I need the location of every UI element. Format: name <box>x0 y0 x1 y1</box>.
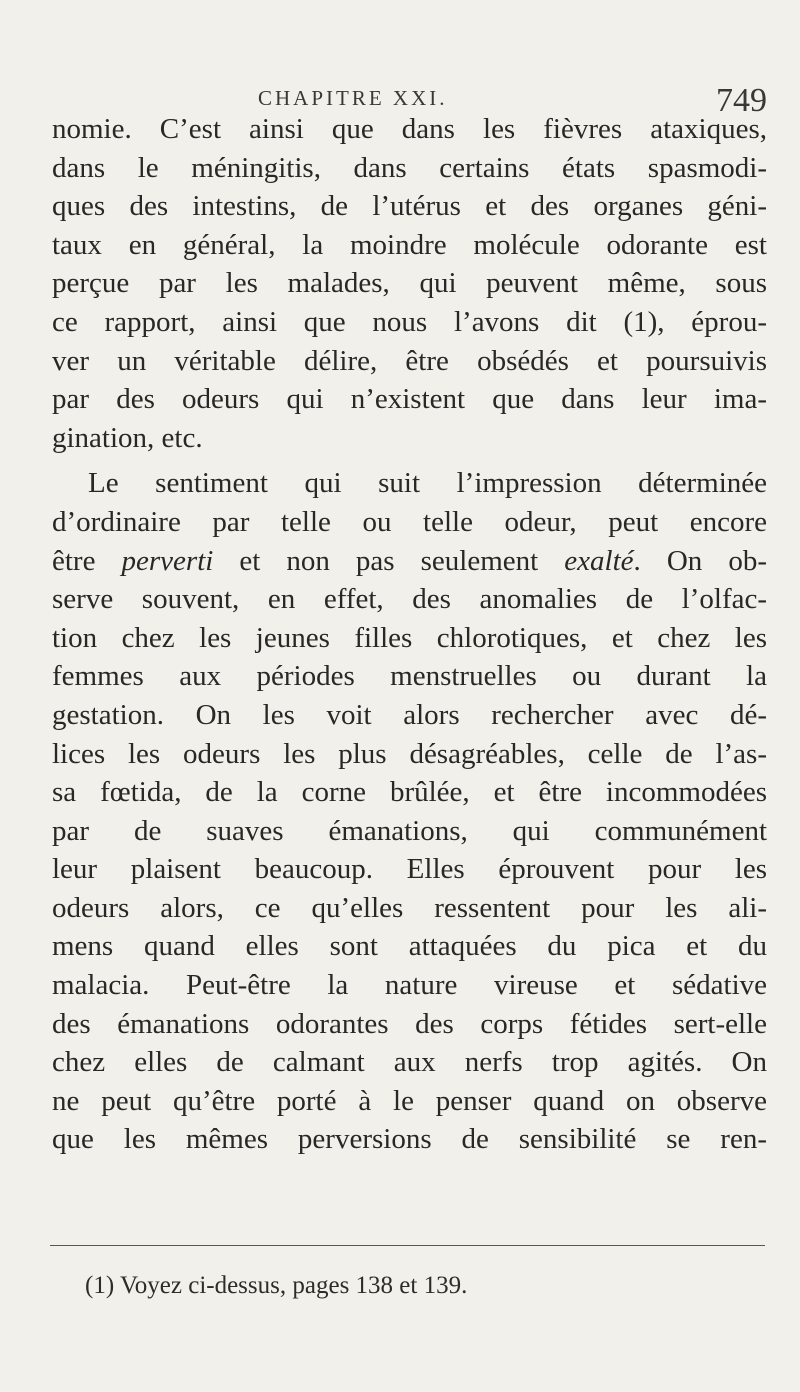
footnote-divider <box>50 1245 765 1246</box>
text-line: être perverti et non pas seulement exalté. On ob- <box>52 544 767 577</box>
text-line: leur plaisent beaucoup. Elles éprouvent pour les <box>52 853 767 886</box>
text-line: mens quand elles sont attaquées du pica et du <box>52 930 767 963</box>
paragraph-1 <box>52 110 767 457</box>
text-line: ques des intestins, de l’utérus et des organes géni- <box>52 190 767 223</box>
text-line: chez elles de calmant aux nerfs trop agités. On <box>52 1046 767 1079</box>
text-line: malacia. Peut-être la nature vireuse et sédative <box>52 969 767 1002</box>
text-line: femmes aux périodes menstruelles ou durant la <box>52 660 767 693</box>
chapter-title: CHAPITRE XXI. <box>258 86 448 110</box>
text-line: ver un véritable délire, être obsédés et poursuivis <box>52 344 767 377</box>
text-line: lices les odeurs les plus désagréables, celle de l’as- <box>52 737 767 770</box>
text-line: Le sentiment qui suit l’impression déterminée <box>88 467 767 500</box>
paragraph-2 <box>52 464 767 1159</box>
text-line: odeurs alors, ce qu’elles ressentent pour les ali- <box>52 891 767 924</box>
text-line: ne peut qu’être porté à le penser quand on observe <box>52 1084 767 1117</box>
text-line: par de suaves émanations, qui communément <box>52 814 767 847</box>
text-line: serve souvent, en effet, des anomalies de l’olfac- <box>52 583 767 616</box>
text-line: des émanations odorantes des corps fétides sert-elle <box>52 1007 767 1040</box>
text-line: gestation. On les voit alors rechercher avec dé- <box>52 698 767 731</box>
text-line: sa fœtida, de la corne brûlée, et être incommodées <box>52 776 767 809</box>
text-line: ce rapport, ainsi que nous l’avons dit (1), éprou- <box>52 305 767 338</box>
text-line: gination, etc. <box>52 421 203 454</box>
text-line: tion chez les jeunes filles chlorotiques, et chez les <box>52 621 767 654</box>
page-number: 749 <box>716 82 767 119</box>
text-line: taux en général, la moindre molécule odorante est <box>52 228 767 261</box>
body-text <box>52 110 767 1159</box>
footnote: (1) Voyez ci-dessus, pages 138 et 139. <box>85 1272 468 1299</box>
text-line: d’ordinaire par telle ou telle odeur, peut encore <box>52 505 767 538</box>
text-line: nomie. C’est ainsi que dans les fièvres ataxiques, <box>52 113 767 145</box>
text-line: que les mêmes perversions de sensibilité se ren- <box>52 1123 767 1156</box>
text-line: dans le méningitis, dans certains états spasmodi- <box>52 151 767 184</box>
text-line: perçue par les malades, qui peuvent même, sous <box>52 267 767 300</box>
text-line: par des odeurs qui n’existent que dans leur ima- <box>52 383 767 416</box>
